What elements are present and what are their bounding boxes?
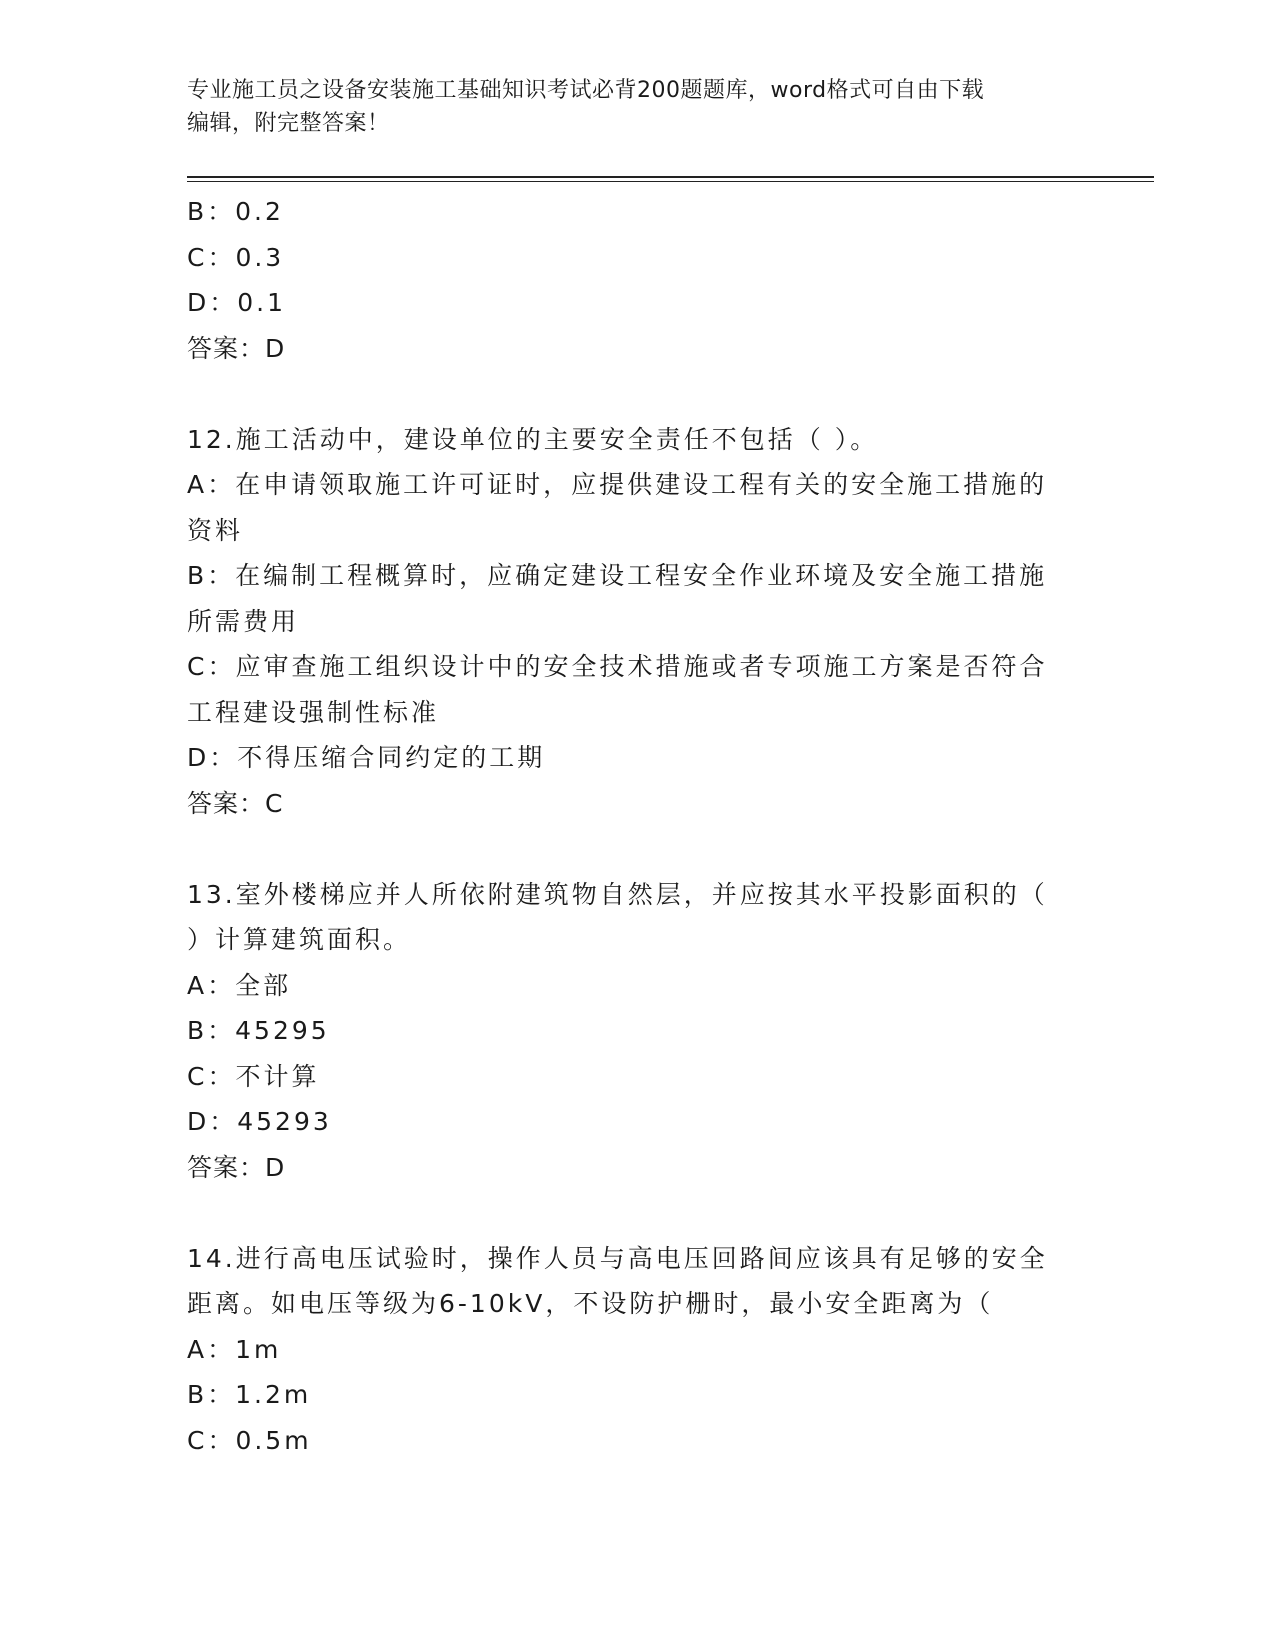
option-c: C：0.5m xyxy=(187,1425,312,1455)
question-stem-cont: ）计算建筑面积。 xyxy=(187,925,412,954)
prev-question xyxy=(187,189,1067,371)
question-stem-cont: 距离。如电压等级为6-10kV，不设防护栅时，最小安全距离为（ xyxy=(187,1289,994,1318)
option-d: D：0.1 xyxy=(187,288,287,317)
answer-line: 答案：C xyxy=(187,788,284,818)
document-header xyxy=(187,74,1087,140)
header-rule-thick xyxy=(187,176,1154,178)
header-line-2: 编辑，附完整答案！ xyxy=(187,111,390,136)
answer-line: 答案：D xyxy=(187,1152,286,1182)
option-a: A：1m xyxy=(187,1334,282,1364)
option-b: B：0.2 xyxy=(187,197,284,226)
option-b-cont: 所需费用 xyxy=(187,606,300,636)
option-c-cont: 工程建设强制性标准 xyxy=(187,697,440,727)
option-c: C：应审查施工组织设计中的安全技术措施或者专项施工方案是否符合 xyxy=(187,652,1048,681)
question-content xyxy=(187,189,1067,1463)
option-a: A：全部 xyxy=(187,970,292,1000)
question-14 xyxy=(187,1236,1067,1464)
option-b: B：1.2m xyxy=(187,1380,312,1409)
question-stem: 14.进行高电压试验时，操作人员与高电压回路间应该具有足够的安全 xyxy=(187,1243,1048,1273)
option-d: D：不得压缩合同约定的工期 xyxy=(187,743,546,772)
option-a: A：在申请领取施工许可证时，应提供建设工程有关的安全施工措施的 xyxy=(187,470,1048,499)
header-rule-thin xyxy=(187,181,1154,182)
spacer xyxy=(187,1190,1067,1236)
spacer xyxy=(187,826,1067,872)
option-d: D：45293 xyxy=(187,1107,332,1136)
question-stem: 13.室外楼梯应并人所依附建筑物自然层，并应按其水平投影面积的（ xyxy=(187,879,1048,909)
question-12 xyxy=(187,417,1067,827)
option-a-cont: 资料 xyxy=(187,515,244,545)
header-line-1: 专业施工员之设备安装施工基础知识考试必背200题题库，word格式可自由下载 xyxy=(187,78,985,103)
answer-line: 答案：D xyxy=(187,333,286,363)
question-stem: 12.施工活动中，建设单位的主要安全责任不包括（ ）。 xyxy=(187,424,879,454)
question-13 xyxy=(187,872,1067,1191)
spacer xyxy=(187,371,1067,417)
option-c: C：0.3 xyxy=(187,242,285,272)
option-c: C：不计算 xyxy=(187,1061,320,1091)
option-b: B：在编制工程概算时，应确定建设工程安全作业环境及安全施工措施 xyxy=(187,561,1048,590)
option-b: B：45295 xyxy=(187,1016,330,1045)
